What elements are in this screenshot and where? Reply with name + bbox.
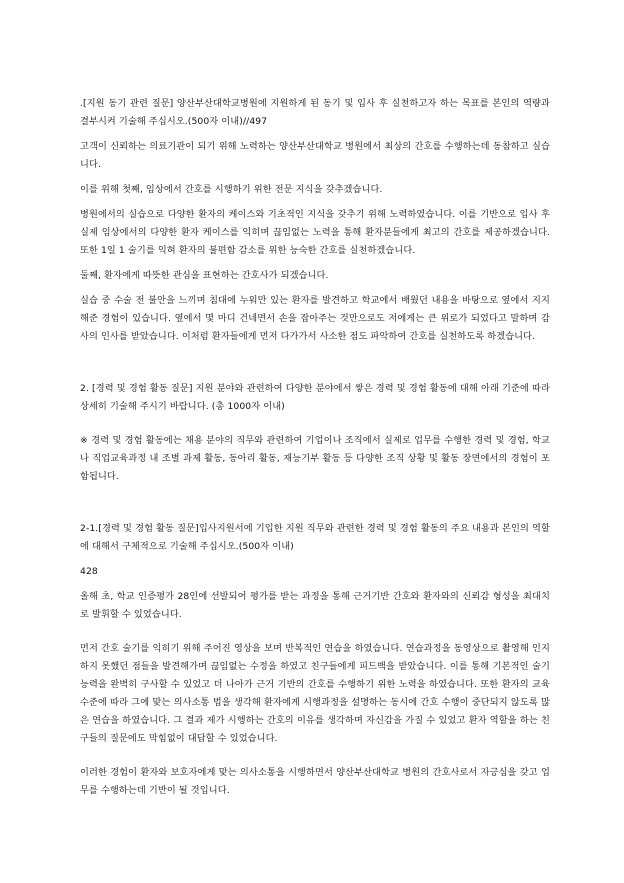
paragraph-spacer bbox=[80, 748, 550, 764]
paragraph: 고객이 신뢰하는 의료기관이 되기 위해 노력하는 양산부산대학교 병원에서 최상의 간호를 수행하는데 동참하고 싶습니다. bbox=[80, 141, 550, 170]
paragraph: 이를 위해 첫째, 임상에서 간호를 시행하기 위한 전문 지식을 갖추겠습니다. bbox=[80, 184, 383, 195]
document-body bbox=[80, 95, 554, 800]
paragraph: 병원에서의 실습으로 다양한 환자의 케이스와 기초적인 지식을 갖추기 위해 노력하였습니다. 이를 기반으로 입사 후 실제 임상에서의 다양한 환자 케이스를 익히며 끊임없는 노력을 통해 환자분들에게 최고의 간호를 제공하겠습니다. 또한 1일 1 술기를 익혀 환자의 불편함 감소를 위한 능숙한 간호를 실천하겠습니다. bbox=[80, 209, 554, 256]
paragraph: 먼저 간호 술기를 익히기 위해 주어진 영상을 보며 반복적인 연습을 하였습니다. 연습과정을 동영상으로 촬영해 인지하지 못했던 점들을 발견해가며 끊임없는 수정을 하였고 친구들에게 피드백을 받았습니다. 이를 통해 기본적인 술기 능력을 완벽히 구사할 수 있었고 더 나아가 근거 기반의 간호를 수행하기 위한 노력을 하였습니다. 또한 환자의 교육 수준에 따라 그에 맞는 의사소통 법을 생각해 환자에게 시행과정을 설명하는 동시에 간호 수행이 중단되지 않도록 많은 연습을 하였습니다. 그 결과 제가 시행하는 간호의 이유를 생각하며 자신감을 가질 수 있었고 환자 역할을 하는 친구들의 질문에도 막힘없이 대답할 수 있었습니다. bbox=[80, 643, 554, 744]
paragraph-spacer bbox=[80, 556, 550, 563]
paragraph-spacer bbox=[80, 486, 550, 520]
paragraph: 둘째, 환자에게 따뜻한 관심을 표현하는 간호사가 되겠습니다. bbox=[80, 270, 329, 281]
paragraph: 이러한 경험이 환자와 보호자에게 맞는 의사소통을 시행하면서 양산부산대학교 병원의 간호사로서 자긍심을 갖고 업무를 수행하는데 기반이 될 것입니다. bbox=[80, 767, 550, 796]
paragraph-spacer bbox=[80, 174, 550, 181]
paragraph-spacer bbox=[80, 131, 550, 138]
paragraph-spacer bbox=[80, 581, 550, 588]
paragraph-spacer bbox=[80, 346, 550, 380]
paragraph: .[지원 동기 관련 질문] 양산부산대학교병원에 지원하게 된 동기 및 입사 후 실천하고자 하는 목표를 본인의 역량과 결부시켜 기술해 주십시오.(500자 이내)//497 bbox=[80, 98, 554, 127]
paragraph-spacer bbox=[80, 260, 550, 267]
paragraph: ※ 경력 및 경험 활동에는 채용 분야의 직무와 관련하여 기업이나 조직에서 실제로 업무를 수행한 경력 및 경험, 학교나 직업교육과정 내 조별 과제 활동, 동아리 활동, 재능기부 활동 등 다양한 조직 상황 및 활동 장면에서의 경험이 포함됩니다. bbox=[80, 435, 550, 482]
paragraph: 실습 중 수술 전 불안을 느끼며 침대에 누워만 있는 환자를 발견하고 학교에서 배웠던 내용을 바탕으로 옆에서 지지해준 경험이 있습니다. 옆에서 몇 마디 건네면서 손을 잡아주는 것만으로도 저에게는 큰 위로가 되었다고 말하며 감사의 인사를 받았습니다. 이처럼 환자들에게 먼저 다가가서 사소한 점도 파악하여 간호를 실천하도록 하겠습니다. bbox=[80, 295, 550, 342]
paragraph-spacer bbox=[80, 199, 550, 206]
paragraph-spacer bbox=[80, 285, 550, 292]
paragraph: 428 bbox=[80, 566, 98, 577]
paragraph: 올해 초, 학교 인증평가 28인에 선발되어 평가를 받는 과정을 통해 근거기반 간호와 환자와의 신뢰감 형성을 최대치로 발휘할 수 있었습니다. bbox=[80, 591, 550, 620]
paragraph-spacer bbox=[80, 624, 550, 640]
paragraph: 2-1.[경력 및 경험 활동 질문]입사지원서에 기입한 지원 직무와 관련한 경력 및 경험 활동의 주요 내용과 본인의 역할에 대해서 구체적으로 기술해 주십시오.(500자 이내) bbox=[80, 523, 550, 552]
paragraph-spacer bbox=[80, 416, 550, 432]
paragraph: 2. [경력 및 경험 활동 질문] 지원 분야와 관련하여 다양한 분야에서 쌓은 경력 및 경험 활동에 대해 아래 기준에 따라 상세히 기술해 주시기 바랍니다. (총 1000자 이내) bbox=[80, 383, 554, 412]
